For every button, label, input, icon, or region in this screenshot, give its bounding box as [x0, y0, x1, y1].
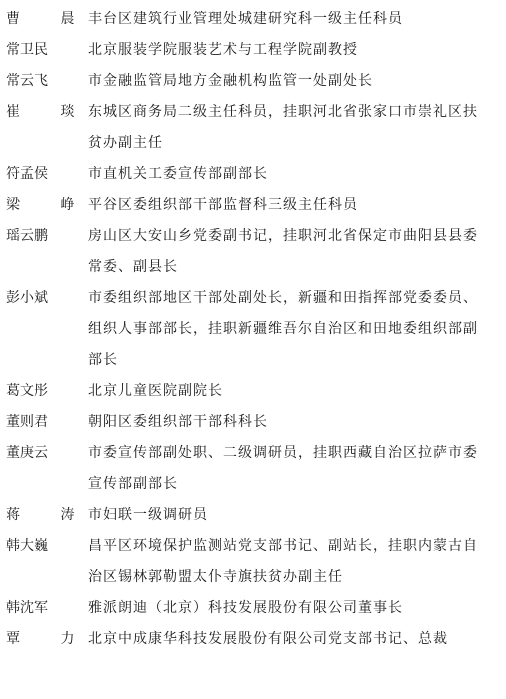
list-item [0, 4, 506, 35]
person-name: 覃 力 [6, 631, 93, 647]
list-item [0, 624, 506, 655]
person-position: 市金融监管局地方金融机构监管一处副处长 [88, 73, 373, 89]
list-item [0, 97, 506, 159]
person-name: 蒋 涛 [6, 507, 93, 523]
list-item [0, 35, 506, 66]
person-name: 葛文彤 [6, 383, 48, 399]
person-position: 市委组织部地区干部处副处长，新疆和田指挥部党委委员、组织人事部部长，挂职新疆维吾尔自治区和田地委组织部副部长 [88, 290, 478, 368]
appointee-list [0, 4, 506, 655]
list-item [0, 66, 506, 97]
person-name: 崔 琰 [6, 104, 93, 120]
list-item [0, 593, 506, 624]
person-position: 市直机关工委宣传部副部长 [88, 166, 268, 182]
person-position: 北京服装学院服装艺术与工程学院副教授 [88, 42, 358, 58]
list-item [0, 531, 506, 593]
person-position: 丰台区建筑行业管理处城建研究科一级主任科员 [88, 11, 403, 27]
person-position: 平谷区委组织部干部监督科三级主任科员 [88, 197, 358, 213]
list-item [0, 283, 506, 376]
person-name: 常云飞 [6, 73, 48, 89]
person-position: 房山区大安山乡党委副书记，挂职河北省保定市曲阳县县委常委、副县长 [88, 228, 478, 275]
person-name: 董则君 [6, 414, 48, 430]
person-name: 符孟侯 [6, 166, 48, 182]
person-position: 市妇联一级调研员 [88, 507, 208, 523]
person-position: 雅派朗迪（北京）科技发展股份有限公司董事长 [88, 600, 403, 616]
list-item [0, 407, 506, 438]
list-item [0, 190, 506, 221]
person-position: 昌平区环境保护监测站党支部书记、副站长，挂职内蒙古自治区锡林郭勒盟太仆寺旗扶贫办副主任 [88, 538, 478, 585]
person-name: 董庚云 [6, 445, 48, 461]
person-position: 北京中成康华科技发展股份有限公司党支部书记、总裁 [88, 631, 448, 647]
person-name: 曹 晨 [6, 11, 93, 27]
person-position: 市委宣传部副处职、二级调研员，挂职西藏自治区拉萨市委宣传部副部长 [88, 445, 478, 492]
list-item [0, 376, 506, 407]
person-name: 韩大巍 [6, 538, 48, 554]
person-name: 韩沈军 [6, 600, 48, 616]
person-name: 彭小斌 [6, 290, 48, 306]
person-position: 北京儿童医院副院长 [88, 383, 223, 399]
person-position: 东城区商务局二级主任科员，挂职河北省张家口市崇礼区扶贫办副主任 [88, 104, 478, 151]
list-item [0, 500, 506, 531]
list-item [0, 221, 506, 283]
list-item [0, 159, 506, 190]
person-name: 瑶云鹏 [6, 228, 48, 244]
person-position: 朝阳区委组织部干部科科长 [88, 414, 268, 430]
person-name: 梁 峥 [6, 197, 93, 213]
list-item [0, 438, 506, 500]
person-name: 常卫民 [6, 42, 48, 58]
